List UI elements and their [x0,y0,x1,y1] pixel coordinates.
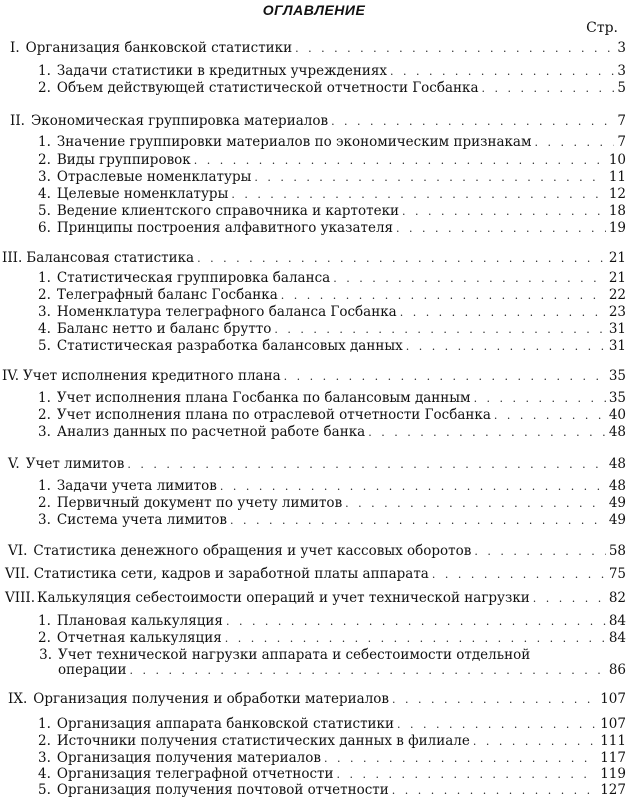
dot-leader [194,152,606,169]
toc-number: 3. [38,750,51,766]
toc-number: 4. [38,766,51,782]
toc-chapter [8,456,626,473]
toc-entry [38,186,626,203]
toc-text: Телеграфный баланс Госбанка [56,287,278,303]
dot-leader [432,566,606,583]
dot-leader [284,368,606,385]
toc-chapter [10,40,626,57]
toc-text: Отраслевые номенклатуры [56,169,252,185]
toc-page: 21 [608,270,626,286]
dot-leader [396,220,606,237]
dot-leader [392,691,597,708]
toc-entry [38,270,626,287]
toc-text: Калькуляция себестоимости операций и учет технической нагрузки [37,590,530,606]
toc-number: II. [10,113,25,129]
toc-text: Целевые номенклатуры [56,186,229,202]
toc-text: Экономическая группировка материалов [30,113,329,129]
page-column-header: Стр. [586,20,618,36]
toc-entry [38,716,626,733]
toc-number: 3. [38,424,51,440]
toc-number: 3. [38,304,51,320]
toc-entry [38,766,626,783]
dot-leader [533,590,606,607]
toc-number: VI. [8,543,28,559]
toc-text: Учет лимитов [25,456,125,472]
toc-entry [38,287,626,304]
dot-leader [406,338,606,355]
toc-page: 49 [608,512,626,528]
dot-leader [392,782,597,799]
toc-number: 4. [38,321,51,337]
toc-page: 21 [608,250,626,266]
toc-text: Организация получения и обработки материалов [33,691,390,707]
dot-leader [345,495,606,512]
toc-chapter [8,543,626,560]
toc-page: 48 [608,478,626,494]
toc-text: Балансовая статистика [26,250,195,266]
toc-page: 31 [608,321,626,337]
toc-entry [38,782,626,799]
toc-text: Статистическая разработка балансовых данных [56,338,403,354]
toc-number: 3. [39,647,52,663]
toc-page: 12 [608,186,626,202]
toc-text: Статистика денежного обращения и учет кассовых оборотов [33,543,472,559]
toc-page: 35 [608,390,626,406]
toc-page: 127 [600,782,626,798]
toc-text: Задачи статистики в кредитных учреждениях [56,63,387,79]
toc-chapter [2,368,626,385]
dot-leader [274,321,605,338]
page-title: ОГЛАВЛЕНИЕ [262,2,366,18]
dot-leader [230,512,606,529]
toc-page: 75 [608,566,626,582]
toc-page: 111 [600,733,626,749]
dot-leader [473,733,597,750]
toc-text: Учет исполнения кредитного плана [23,368,281,384]
dot-leader [295,40,614,57]
toc-text: Учет технической нагрузки аппарата и себестоимости отдельной [58,647,531,663]
dot-leader [225,630,606,647]
toc-entry [38,203,626,220]
toc-number: I. [10,40,20,56]
toc-text: Учет исполнения плана Госбанка по балансовым данным [56,390,471,406]
toc-page: 5 [617,80,626,96]
toc-text: Баланс нетто и баланс брутто [56,321,272,337]
toc-text: Статистическая группировка баланса [56,270,331,286]
toc-number: 1. [38,270,51,286]
toc-text: Источники получения статистических данных в филиале [56,733,470,749]
toc-number: 2. [38,495,51,511]
toc-number: 6. [38,220,51,236]
toc-number: 1. [38,63,51,79]
toc-entry [38,390,626,407]
dot-leader [534,134,614,151]
toc-chapter [5,566,626,583]
toc-text: Задачи учета лимитов [56,478,217,494]
toc-number: 5. [38,338,51,354]
toc-number: 5. [38,782,51,798]
toc-number: 1. [38,613,51,629]
toc-text: Виды группировок [56,152,191,168]
toc-page: 119 [600,766,626,782]
toc-number: VIII. [5,590,36,606]
dot-leader [331,113,614,130]
toc-number: 4. [38,186,51,202]
dot-leader [197,250,606,267]
toc-page: 10 [608,152,626,168]
toc-number: 1. [38,716,51,732]
dot-leader [402,203,606,220]
toc-number: VII. [5,566,30,582]
toc-entry [38,512,626,529]
toc-number: 2. [38,80,51,96]
dot-leader [482,80,615,97]
dot-leader [494,407,606,424]
toc-entry [38,424,626,441]
toc-chapter [2,250,626,267]
toc-text: Значение группировки материалов по экономическим признакам [56,134,532,150]
toc-number: V. [8,456,20,472]
toc-text: Анализ данных по расчетной работе банка [56,424,366,440]
toc-chapter [8,691,626,708]
toc-page: 49 [608,495,626,511]
dot-leader [390,63,614,80]
toc-number: 1. [38,390,51,406]
dot-leader [281,287,606,304]
dot-leader [474,390,606,407]
toc-page: 107 [600,716,626,732]
dot-leader [400,304,606,321]
toc-entry [38,750,626,767]
toc-entry [38,478,626,495]
toc-chapter [5,590,626,607]
toc-number: 2. [38,152,51,168]
toc-entry [38,630,626,647]
toc-page: 7 [617,134,626,150]
toc-number: III. [2,250,23,266]
toc-page: 107 [600,691,626,707]
toc-text: Организация аппарата банковской статистики [56,716,394,732]
toc-entry [38,134,626,151]
toc-page: 3 [617,63,626,79]
toc-text: Статистика сети, кадров и заработной платы аппарата [33,566,429,582]
toc-text: Отчетная калькуляция [56,630,222,646]
toc-entry [38,152,626,169]
toc-entry [38,80,626,97]
toc-entry [38,321,626,338]
toc-page: 18 [608,203,626,219]
toc-text: Система учета лимитов [56,512,228,528]
toc-entry [38,407,626,424]
dot-leader [127,456,605,473]
toc-page: 58 [608,543,626,559]
dot-leader [254,169,605,186]
toc-text: Плановая калькуляция [56,613,223,629]
toc-number: 3. [38,169,51,185]
toc-entry [38,220,626,237]
toc-number: IX. [8,691,28,707]
toc-number: 2. [38,407,51,423]
toc-text: Организация получения материалов [56,750,321,766]
toc-page: 117 [600,750,626,766]
toc-number: 5. [38,203,51,219]
toc-text: Учет исполнения плана по отраслевой отчетности Госбанка [56,407,491,423]
toc-text: Организация телеграфной отчетности [56,766,334,782]
dot-leader [220,478,606,495]
toc-page: 35 [608,368,626,384]
toc-entry [38,733,626,750]
dot-leader [333,270,606,287]
dot-leader [226,613,606,630]
toc-entry [38,338,626,355]
toc-page: 48 [608,456,626,472]
dot-leader [231,186,605,203]
toc-text: Принципы построения алфавитного указателя [56,220,394,236]
dot-leader [324,750,597,767]
dot-leader [474,543,605,560]
toc-page: 86 [608,662,626,678]
toc-page: 48 [608,424,626,440]
toc-page: 23 [608,304,626,320]
toc-page: 22 [608,287,626,303]
toc-entry [38,613,626,630]
toc-page: 84 [608,630,626,646]
toc-page: 7 [617,113,626,129]
toc-number: 1. [38,134,51,150]
toc-page: 82 [608,590,626,606]
dot-leader [129,662,605,679]
toc-page: 3 [617,40,626,56]
toc-text: Объем действующей статистической отчетности Госбанка [56,80,479,96]
dot-leader [337,766,598,783]
toc-text: Номенклатура телеграфного баланса Госбанка [56,304,397,320]
dot-leader [368,424,606,441]
toc-entry-continuation [58,662,626,679]
toc-text: Организация получения почтовой отчетности [56,782,389,798]
toc-entry [38,169,626,186]
toc-text: Первичный документ по учету лимитов [56,495,343,511]
toc-page: 31 [608,338,626,354]
dot-leader [397,716,597,733]
toc-page: 19 [608,220,626,236]
toc-entry [38,304,626,321]
toc-number: 2. [38,630,51,646]
toc-entry [38,63,626,80]
toc-page: 11 [608,169,626,185]
toc-number: 2. [38,287,51,303]
toc-entry [38,495,626,512]
toc-text: Ведение клиентского справочника и картотеки [56,203,400,219]
toc-text: операции [58,662,127,678]
toc-page: 84 [608,613,626,629]
toc-number: IV. [2,368,20,384]
toc-text: Организация банковской статистики [25,40,293,56]
toc-chapter [10,113,626,130]
toc-number: 3. [38,512,51,528]
toc-number: 2. [38,733,51,749]
toc-page: 40 [608,407,626,423]
toc-number: 1. [38,478,51,494]
